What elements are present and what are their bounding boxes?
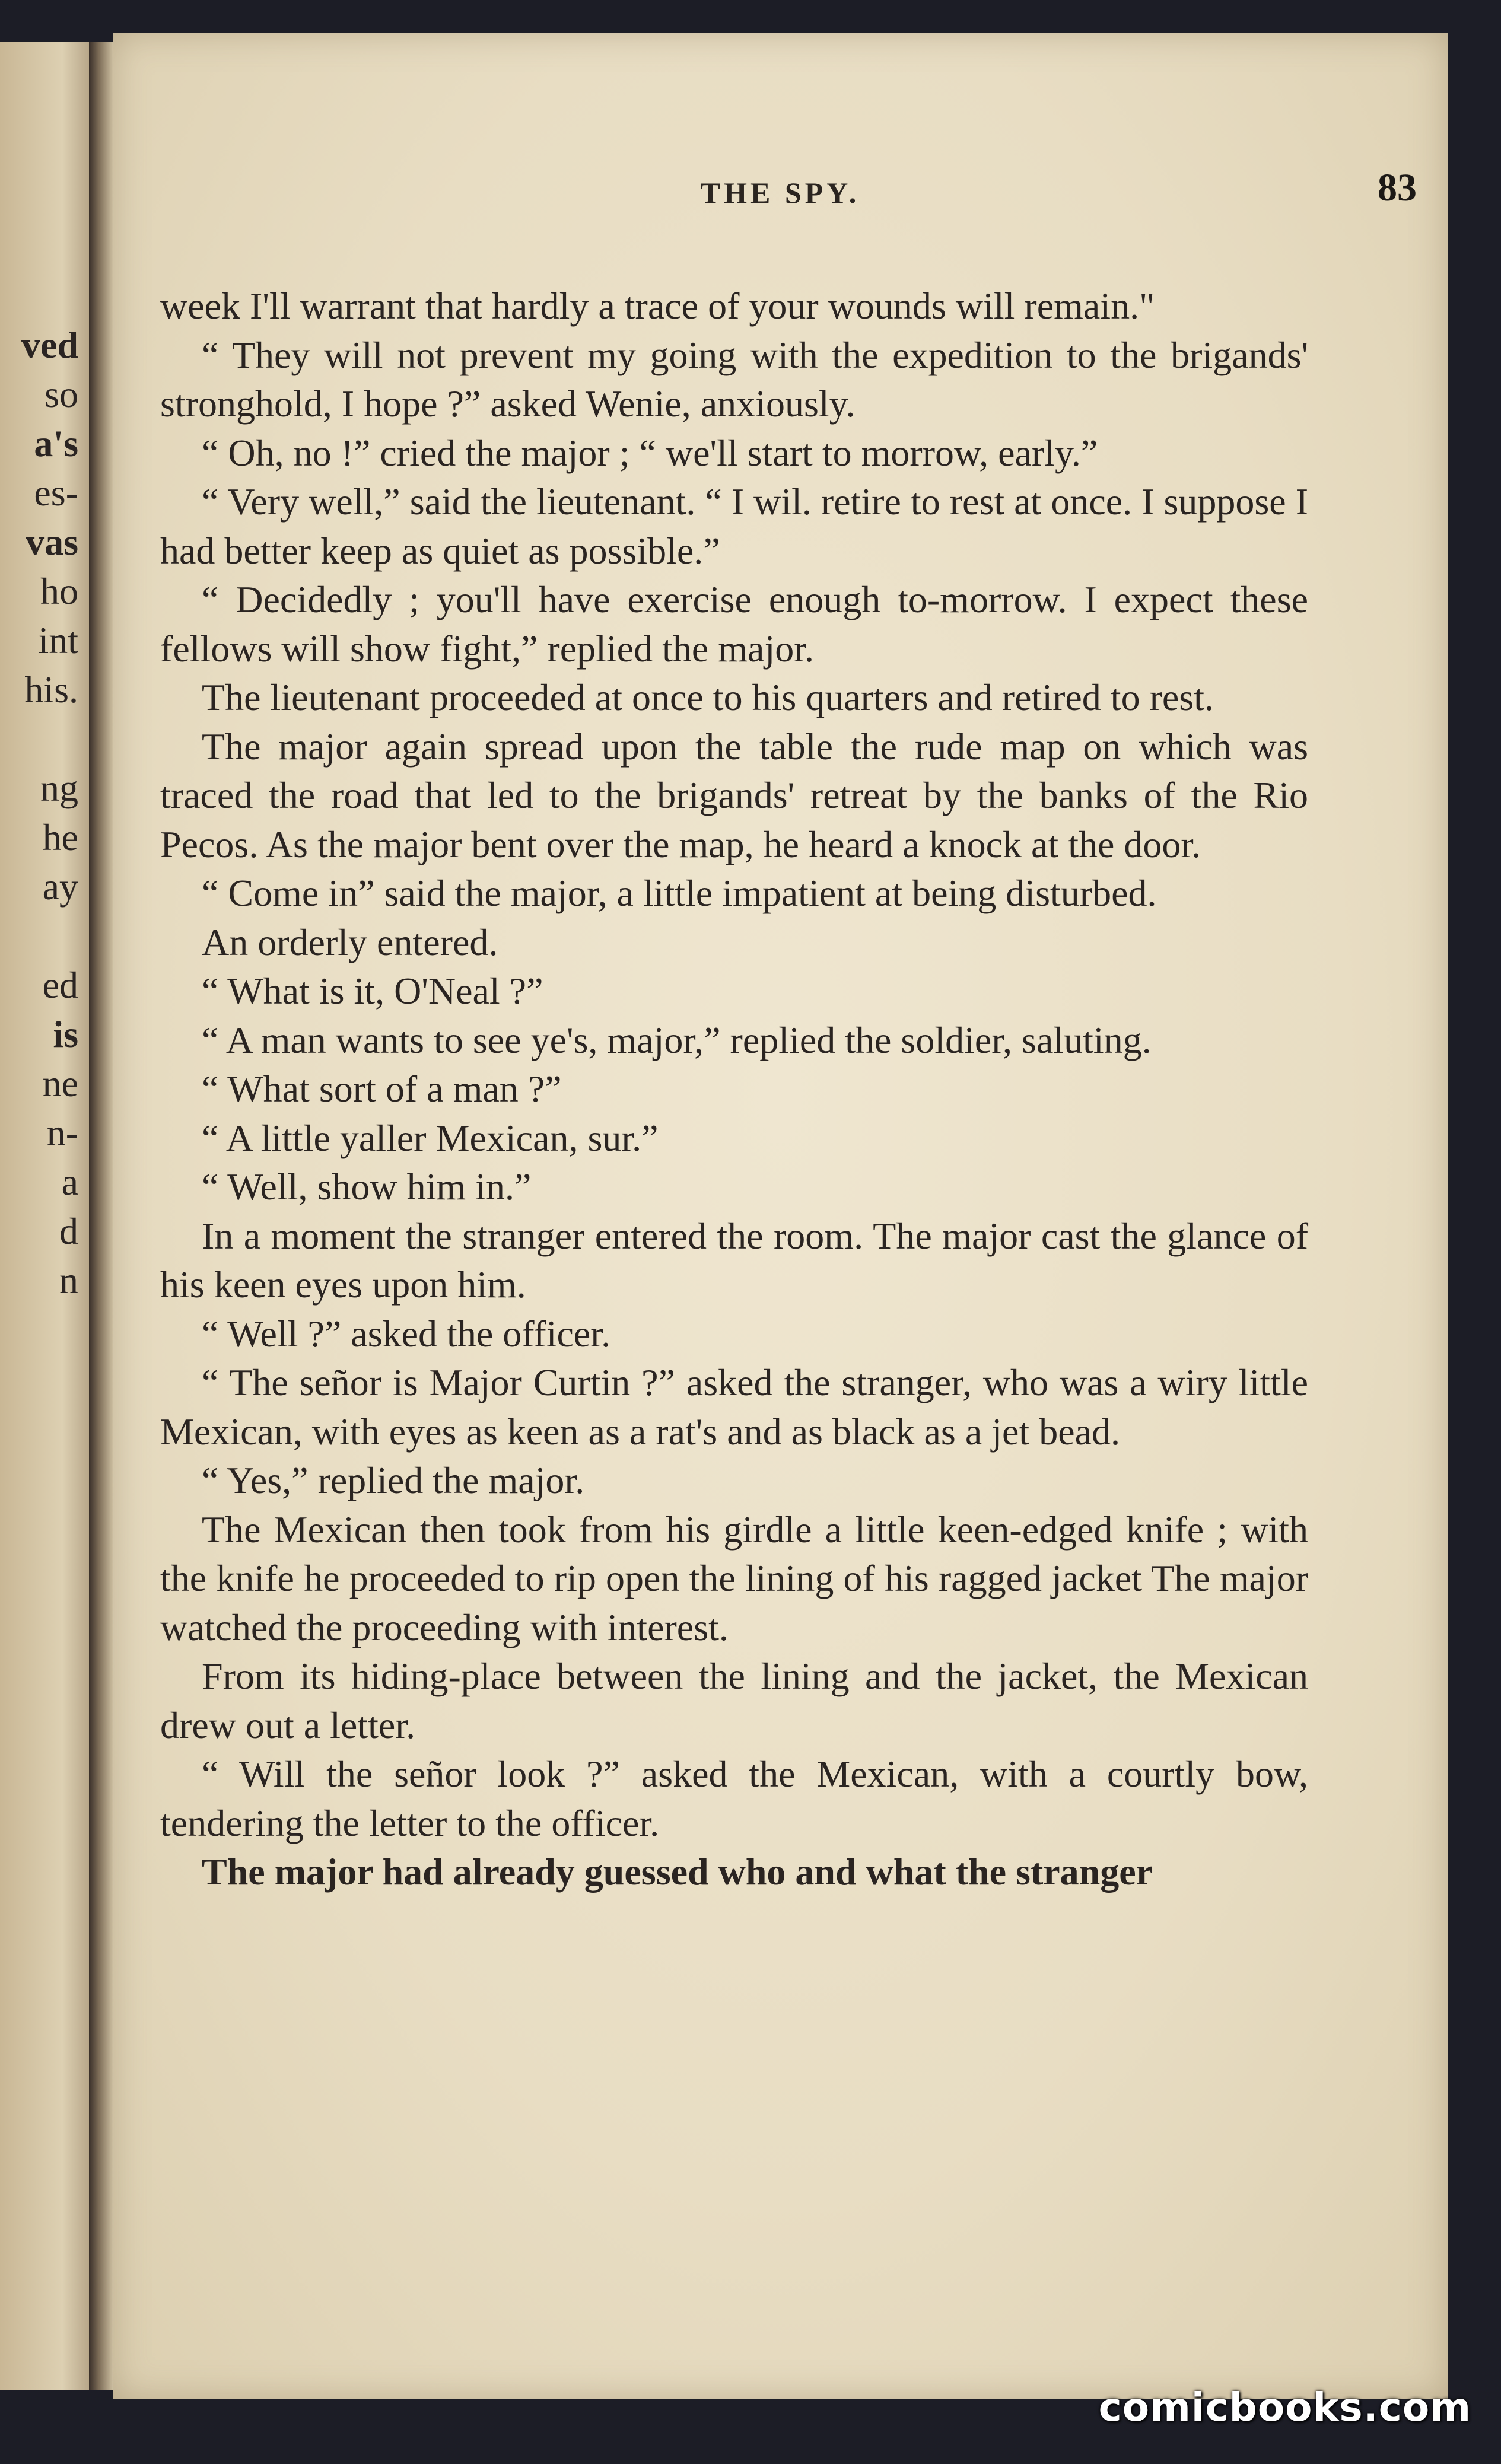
paragraph: “ Well ?” asked the officer.	[202, 1312, 611, 1355]
paragraph: The Mexican then took from his girdle a little keen-edged knife ; with the knife he proceeded to rip open the lining of his ragged jacket The major watched the proceeding with interest.	[160, 1508, 1308, 1648]
facing-page-fragment: ho	[40, 570, 78, 612]
facing-page-fragment: so	[44, 373, 78, 415]
facing-page-fragment: int	[38, 619, 78, 661]
paragraph: “ Decidedly ; you'll have exercise enough to-morrow. I expect these fellows will show fight,” replied the major.	[160, 578, 1308, 670]
paragraph: “ The señor is Major Curtin ?” asked the stranger, who was a wiry little Mexican, with eyes as keen as a rat's and as black as a jet bead.	[160, 1361, 1308, 1453]
running-head	[113, 166, 1448, 217]
page-number: 83	[1378, 166, 1417, 209]
paragraph: “ Will the señor look ?” asked the Mexican, with a courtly bow, tendering the letter to the officer.	[160, 1753, 1308, 1844]
facing-page-fragment: he	[42, 816, 78, 858]
paragraph: “ They will not prevent my going with the expedition to the brigands' stronghold, I hope ?” asked Wenie, anxiously.	[160, 333, 1308, 425]
facing-page-fragment: n-	[46, 1112, 78, 1154]
facing-page-fragment	[0, 911, 89, 960]
paragraph: “ Very well,” said the lieutenant. “ I wil. retire to rest at once. I suppose I had better keep as quiet as possible.”	[160, 480, 1308, 572]
paragraph: week I'll warrant that hardly a trace of your wounds will remain."	[160, 285, 1155, 327]
facing-page-fragment: ne	[42, 1062, 78, 1104]
paragraph: “ Yes,” replied the major.	[202, 1459, 585, 1501]
book-page	[113, 33, 1448, 2399]
facing-page-fragment: ay	[42, 865, 78, 908]
facing-page-fragment: his.	[24, 668, 78, 711]
book-gutter	[89, 42, 113, 2390]
facing-page-fragment: a	[61, 1161, 78, 1203]
paragraph: “ What sort of a man ?”	[202, 1068, 562, 1110]
site-watermark: comicbooks.com	[1098, 2385, 1471, 2430]
paragraph: “ Come in” said the major, a little impatient at being disturbed.	[202, 872, 1157, 914]
paragraph: The lieutenant proceeded at once to his quarters and retired to rest.	[202, 676, 1214, 718]
facing-page-fragment	[0, 714, 89, 763]
facing-page-fragment: es-	[34, 472, 78, 514]
paragraph: “ Well, show him in.”	[202, 1166, 532, 1208]
paragraph: In a moment the stranger entered the room. The major cast the glance of his keen eyes upon him.	[160, 1214, 1308, 1306]
facing-page-fragment: vas	[26, 521, 78, 563]
paragraph: An orderly entered.	[202, 921, 498, 963]
facing-page-fragment: n	[59, 1259, 78, 1301]
paragraph: From its hiding-place between the lining and the jacket, the Mexican drew out a letter.	[160, 1655, 1308, 1746]
facing-page-text	[0, 320, 89, 1305]
running-title: THE SPY.	[700, 176, 860, 209]
facing-page-edge	[0, 42, 89, 2390]
paragraph: “ A little yaller Mexican, sur.”	[202, 1116, 659, 1159]
facing-page-fragment: ved	[21, 324, 78, 366]
facing-page-fragment: d	[59, 1210, 78, 1252]
facing-page-fragment: ng	[40, 767, 78, 809]
paragraph: “ A man wants to see ye's, major,” replied the soldier, saluting.	[202, 1018, 1152, 1061]
facing-page-fragment: is	[53, 1013, 78, 1055]
paragraph: The major had already guessed who and what the stranger	[202, 1851, 1153, 1893]
paragraph: “ Oh, no !” cried the major ; “ we'll start to morrow, early.”	[202, 431, 1098, 474]
paragraph: “ What is it, O'Neal ?”	[202, 970, 543, 1012]
facing-page-fragment: a's	[34, 422, 78, 464]
facing-page-fragment: ed	[42, 964, 78, 1006]
paragraph: The major again spread upon the table the rude map on which was traced the road that led to the brigands' retreat by the banks of the Rio Pecos. As the major bent over the map, he heard a knock at the door.	[160, 725, 1308, 865]
page-body	[160, 282, 1308, 1897]
